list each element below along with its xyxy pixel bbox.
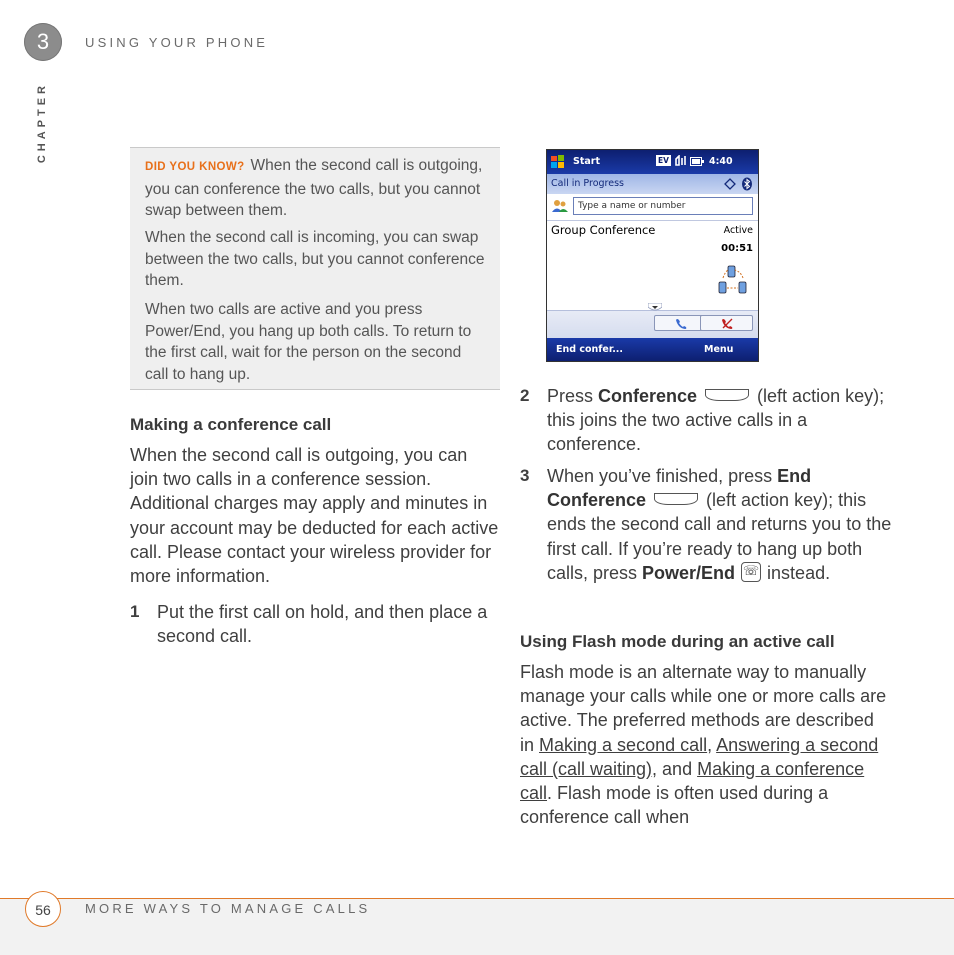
tip-paragraph-1 [145, 155, 485, 222]
step-3 [520, 464, 895, 609]
conference-call-icon [717, 264, 749, 298]
step-text [547, 384, 892, 457]
tip-label: DID YOU KNOW? [145, 161, 245, 173]
flash-text-c: , and [652, 758, 698, 779]
tip-text-1: When the second call is outgoing, you can conference the two calls, but you cannot swap between them. [145, 157, 483, 219]
step-number: 3 [520, 466, 530, 485]
conference-key-name: Conference [598, 386, 698, 406]
end-call-icon [720, 317, 734, 329]
step-number: 1 [130, 602, 140, 621]
power-end-key-name: Power/End [642, 562, 736, 583]
end-conference-softkey[interactable]: End confer... [556, 344, 624, 355]
talk-phone-icon [674, 317, 688, 329]
start-menu-label[interactable]: Start [573, 156, 601, 167]
flash-text-a: Flash mode is an alternate way to manually manage your calls while one or more calls are active. The preferred methods are described in [520, 662, 887, 755]
battery-icon [690, 157, 704, 166]
left-action-key-icon [705, 389, 749, 401]
call-status: Active [723, 225, 753, 236]
link-making-conference-call[interactable]: Making a conference call [520, 758, 865, 804]
did-you-know-box [130, 147, 500, 390]
link-making-second-call[interactable]: Making a second call [539, 734, 708, 755]
step-2 [520, 384, 895, 459]
chapter-number-badge: 3 [24, 23, 62, 61]
clock-time: 4:40 [709, 156, 733, 167]
phone-signal-icon [674, 155, 688, 168]
paragraph-flash-mode [520, 660, 890, 829]
call-in-progress-title: Call in Progress [551, 178, 624, 189]
phone-subtitle-bar [547, 174, 758, 194]
ev-indicator: EV [658, 156, 669, 165]
page-number: 56 [25, 891, 61, 927]
step-3-post: instead. [767, 562, 831, 583]
section-title: USING YOUR PHONE [85, 35, 269, 50]
step-3-pre: When you’ve finished, press [547, 466, 778, 486]
step-text: Put the first call on hold, and then place a second call. [157, 602, 488, 647]
step-2-pre: Press [547, 386, 599, 406]
connectivity-icon [723, 177, 738, 191]
bluetooth-icon [741, 177, 753, 191]
link-answering-second-call[interactable]: Answering a second call (call waiting) [520, 734, 879, 779]
tip-paragraph-2: When the second call is incoming, you can swap between the two calls, but you cannot conference them. [145, 229, 485, 289]
power-end-key-icon: ☏ [741, 562, 761, 582]
step-1 [130, 600, 500, 650]
end-conference-key-name: End Conference [547, 466, 812, 511]
footer-title: MORE WAYS TO MANAGE CALLS [85, 901, 371, 916]
step-number: 2 [520, 386, 530, 405]
phone-search-row [547, 194, 758, 221]
phone-title-bar [547, 150, 758, 174]
phone-softkey-bar [547, 338, 758, 361]
step-2-post: (left action key); this joins the two active calls in a conference. [547, 386, 885, 455]
phone-screenshot [546, 149, 759, 362]
heading-making-conference-call: Making a conference call [130, 415, 332, 434]
phone-toolbar [547, 310, 758, 339]
chapter-label: CHAPTER [36, 82, 48, 164]
tip-paragraph-3: When two calls are active and you press Power/End, you hang up both calls. To return to the first call, wait for the person on the second call to hang up. [145, 301, 472, 383]
heading-flash-mode: Using Flash mode during an active call [520, 632, 835, 651]
windows-logo-icon [551, 155, 565, 169]
flash-text-d: . Flash mode is often used during a conference call when [520, 783, 829, 828]
group-conference-label: Group Conference [551, 223, 656, 237]
flash-text-b: , [707, 734, 717, 755]
paragraph-conference-intro: When the second call is outgoing, you can join two calls in a conference session. Additional charges may apply and minutes in your account may be deducted for each active call. Please contact your wireless provider for more information. [130, 445, 499, 587]
call-duration: 00:51 [721, 243, 753, 254]
step-3-mid: (left action key); this ends the second call and returns you to the first call. If you’re ready to hang up both calls, press [547, 490, 892, 583]
name-or-number-input[interactable]: Type a name or number [573, 197, 753, 215]
keyboard-toggle-icon[interactable] [648, 303, 662, 312]
left-action-key-icon [654, 493, 698, 505]
menu-softkey[interactable]: Menu [704, 344, 734, 355]
end-call-button[interactable] [700, 315, 753, 331]
contacts-icon[interactable] [551, 198, 569, 214]
step-text [547, 464, 892, 585]
